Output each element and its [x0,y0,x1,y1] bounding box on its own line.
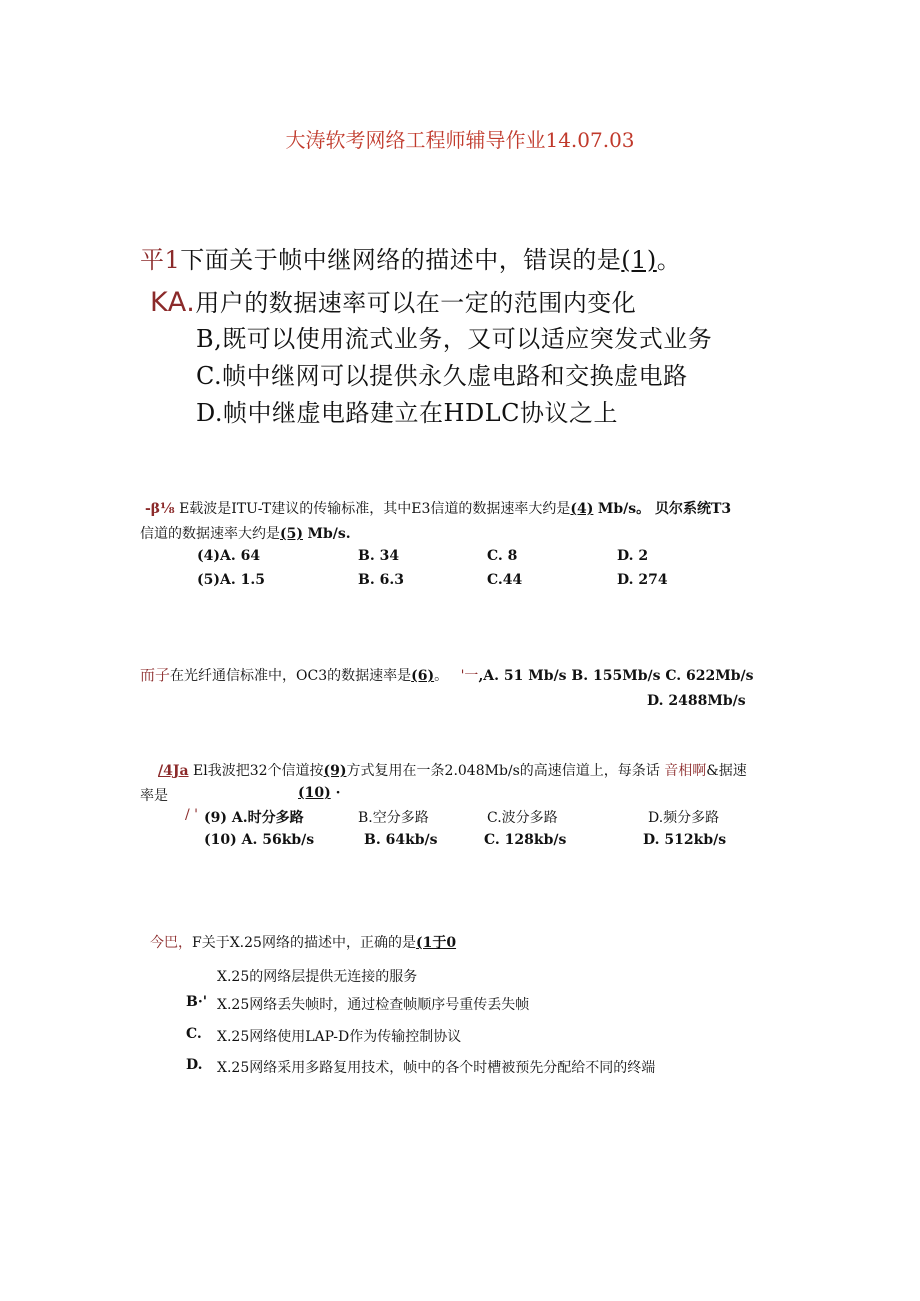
question-5-option-c-label: C. [186,1026,202,1042]
question-1-option-a-prefix: KA. [150,287,196,318]
question-1-blank: (1) [621,246,657,274]
question-4-text-e: · [335,785,341,801]
question-1-end: 。 [656,246,682,274]
question-2-text-a: E载波是ITU-T建议的传输标准，其中E3信道的数据速率大约是 [179,501,571,517]
question-4-row-10-d: D. 512kb∕s [643,832,727,848]
question-2-line-2 [140,523,351,543]
question-4-text-a: El我波把32个信道按 [193,763,324,779]
question-1-text: 下面关于帧中继网络的描述中，错误的是 [180,246,622,274]
question-2-prefix: -β⅛ [145,501,175,517]
question-5-stem [150,932,456,952]
question-2-blank-5: (5) [280,526,303,542]
question-4-line-1 [158,760,747,780]
question-5-text: F关于X.25网络的描述中，正确的是 [192,935,416,951]
question-4-row-9-a [204,807,304,827]
question-1-option-a-text: 用户的数据速率可以在一定的范围内变化 [195,289,637,317]
document-title: 大涛软考网络工程师辅导作业14.07.03 [285,128,635,152]
question-4-row-9-prefix [185,807,198,823]
question-1-option-d: D.帧中继虚电路建立在HDLC协议之上 [196,399,618,427]
question-5-blank: (1于0 [415,935,457,951]
question-4-line-2-blank [298,785,340,801]
question-3-option-d: D. 2488Mb∕s [647,693,746,709]
question-2-text-b: Mb/s。 贝尔系统T3 [597,501,732,517]
question-2-row-5-b: B. 6.3 [358,572,404,588]
question-2-row-4-d: D. 2 [617,548,649,564]
question-2-row-4-c: C. 8 [487,548,518,564]
question-1-option-a [150,283,636,318]
question-3-prefix: 而子 [140,666,171,684]
question-4-row-10-c: C. 128kb∕s [484,832,567,848]
question-5-option-b: X.25网络丢失帧时，通过检查帧顺序号重传丢失帧 [217,997,530,1013]
question-4-row-9-mark: / ' [185,807,199,823]
question-4-prefix: /4Ja [158,763,189,779]
question-2-row-4-a: (4)A. 64 [197,548,261,564]
question-5-prefix: 今巴， [150,935,192,951]
question-5-option-a: X.25的网络层提供无连接的服务 [217,969,418,985]
question-5-option-c: X.25网络使用LAP-D作为传输控制协议 [217,1029,462,1045]
question-4-row-9-d: D.频分多路 [648,810,720,826]
question-4-blank-9: (9) [323,763,347,779]
question-4-red-text: 音相啊 [664,763,707,779]
question-4-row-10-a: (10) A. 56kb∕s [204,832,315,848]
question-5-option-b-label [186,994,207,1010]
question-2-row-4-b: B. 34 [358,548,400,564]
question-3-mark: '一 [460,668,479,684]
question-2-row-5-a: (5)A. 1.5 [197,572,265,588]
question-3-text-a: 在光纤通信标准中，OC3的数据速率是 [170,668,412,684]
question-2-row-5-c: C.44 [487,572,523,588]
question-1-option-c: C.帧中继网可以提供永久虚电路和交换虚电路 [196,362,688,390]
question-1-prefix: 平1 [140,246,181,274]
question-2-blank-4: (4) [570,501,594,517]
question-4-text-c: &据速 [706,763,747,779]
question-1-option-b: B,既可以使用流式业务，又可以适应突发式业务 [196,325,713,353]
question-2-line-1 [145,498,731,518]
question-5-option-b-label-text: B·' [186,994,207,1010]
question-3-blank-6: (6) [411,668,435,684]
question-4-text-d: 率是 [140,788,168,804]
question-2-text-d: Mb/s. [307,526,351,542]
question-1-stem [140,240,681,275]
question-3-line-1 [140,664,754,685]
question-4-row-9-c: C.波分多路 [487,810,558,826]
question-4-row-9-b: B.空分多路 [358,810,429,826]
question-3-text-b: 。 [434,668,449,684]
question-4-row-9-a-text: (9) A.时分多路 [204,810,304,826]
question-4-row-10-b: B. 64kb∕s [364,832,438,848]
question-4-line-2 [140,785,168,805]
question-2-text-c: 信道的数据速率大约是 [140,526,280,542]
question-3-options: ,A. 51 Mb/s B. 155Mb∕s C. 622Mb∕s [478,668,754,684]
question-2-row-5-d: D. 274 [617,572,668,588]
question-5-option-d-label: D. [186,1057,203,1073]
question-4-text-b: 方式复用在一条2.048Mb∕s的高速信道上，每条话 [346,763,660,779]
question-5-option-d: X.25网络采用多路复用技术，帧中的各个时槽被预先分配给不同的终端 [217,1060,656,1076]
question-4-blank-10: (10) [298,785,331,801]
